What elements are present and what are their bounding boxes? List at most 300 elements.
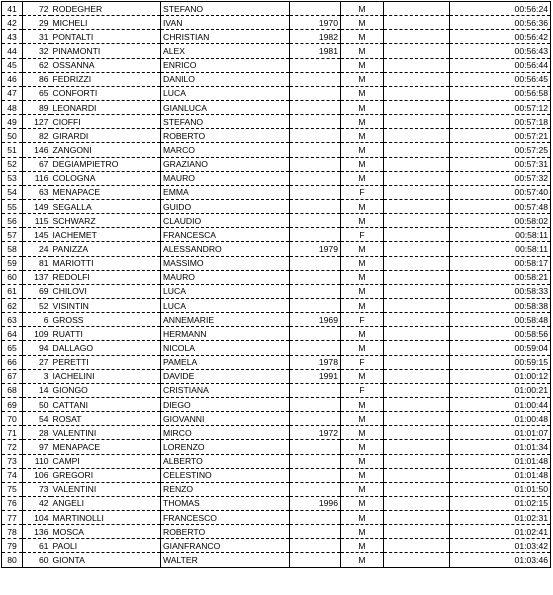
table-row bbox=[2, 199, 551, 213]
finish-time-cell: 01:00:48 bbox=[450, 412, 551, 426]
birth-year-cell bbox=[290, 298, 341, 312]
birth-year-cell bbox=[290, 72, 341, 86]
bib-number-cell: 62 bbox=[23, 58, 51, 72]
table-row bbox=[2, 2, 551, 16]
blank-cell bbox=[384, 143, 450, 157]
blank-cell bbox=[384, 157, 450, 171]
position-cell: 68 bbox=[2, 383, 23, 397]
sex-cell: M bbox=[341, 242, 384, 256]
blank-cell bbox=[384, 313, 450, 327]
surname-cell: GROSS bbox=[51, 313, 161, 327]
blank-cell bbox=[384, 16, 450, 30]
first-name-cell: DIEGO bbox=[161, 397, 290, 411]
birth-year-cell bbox=[290, 341, 341, 355]
first-name-cell: CHRISTIAN bbox=[161, 30, 290, 44]
bib-number-cell: 29 bbox=[23, 16, 51, 30]
table-row bbox=[2, 270, 551, 284]
finish-time-cell: 01:01:07 bbox=[450, 426, 551, 440]
blank-cell bbox=[384, 482, 450, 496]
blank-cell bbox=[384, 468, 450, 482]
surname-cell: IACHEMET bbox=[51, 228, 161, 242]
birth-year-cell bbox=[290, 511, 341, 525]
birth-year-cell bbox=[290, 468, 341, 482]
first-name-cell: MARCO bbox=[161, 143, 290, 157]
surname-cell: COLOGNA bbox=[51, 171, 161, 185]
table-row bbox=[2, 440, 551, 454]
birth-year-cell bbox=[290, 228, 341, 242]
bib-number-cell: 89 bbox=[23, 100, 51, 114]
sex-cell: M bbox=[341, 397, 384, 411]
finish-time-cell: 00:56:24 bbox=[450, 2, 551, 16]
position-cell: 53 bbox=[2, 171, 23, 185]
table-row bbox=[2, 482, 551, 496]
blank-cell bbox=[384, 185, 450, 199]
bib-number-cell: 146 bbox=[23, 143, 51, 157]
surname-cell: MARTINOLLI bbox=[51, 511, 161, 525]
finish-time-cell: 01:01:34 bbox=[450, 440, 551, 454]
blank-cell bbox=[384, 355, 450, 369]
finish-time-cell: 01:02:15 bbox=[450, 496, 551, 510]
bib-number-cell: 97 bbox=[23, 440, 51, 454]
position-cell: 70 bbox=[2, 412, 23, 426]
first-name-cell: ALESSANDRO bbox=[161, 242, 290, 256]
bib-number-cell: 50 bbox=[23, 397, 51, 411]
first-name-cell: NICOLA bbox=[161, 341, 290, 355]
finish-time-cell: 01:03:46 bbox=[450, 553, 551, 567]
surname-cell: ZANGONI bbox=[51, 143, 161, 157]
surname-cell: VALENTINI bbox=[51, 482, 161, 496]
birth-year-cell bbox=[290, 397, 341, 411]
surname-cell: ROSAT bbox=[51, 412, 161, 426]
position-cell: 67 bbox=[2, 369, 23, 383]
surname-cell: GIONGO bbox=[51, 383, 161, 397]
blank-cell bbox=[384, 426, 450, 440]
bib-number-cell: 149 bbox=[23, 199, 51, 213]
surname-cell: MICHELI bbox=[51, 16, 161, 30]
bib-number-cell: 31 bbox=[23, 30, 51, 44]
table-row bbox=[2, 100, 551, 114]
first-name-cell: LORENZO bbox=[161, 440, 290, 454]
bib-number-cell: 27 bbox=[23, 355, 51, 369]
blank-cell bbox=[384, 171, 450, 185]
bib-number-cell: 82 bbox=[23, 129, 51, 143]
position-cell: 41 bbox=[2, 2, 23, 16]
birth-year-cell bbox=[290, 115, 341, 129]
surname-cell: MARIOTTI bbox=[51, 256, 161, 270]
table-row bbox=[2, 30, 551, 44]
birth-year-cell: 1979 bbox=[290, 242, 341, 256]
finish-time-cell: 00:58:38 bbox=[450, 298, 551, 312]
table-row bbox=[2, 58, 551, 72]
position-cell: 50 bbox=[2, 129, 23, 143]
birth-year-cell: 1981 bbox=[290, 44, 341, 58]
finish-time-cell: 01:01:48 bbox=[450, 454, 551, 468]
table-row bbox=[2, 298, 551, 312]
surname-cell: PANIZZA bbox=[51, 242, 161, 256]
position-cell: 49 bbox=[2, 115, 23, 129]
table-row bbox=[2, 16, 551, 30]
first-name-cell: ROBERTO bbox=[161, 525, 290, 539]
table-row bbox=[2, 553, 551, 567]
bib-number-cell: 94 bbox=[23, 341, 51, 355]
surname-cell: DALLAGO bbox=[51, 341, 161, 355]
position-cell: 48 bbox=[2, 100, 23, 114]
sex-cell: M bbox=[341, 256, 384, 270]
blank-cell bbox=[384, 2, 450, 16]
first-name-cell: MAURO bbox=[161, 171, 290, 185]
table-row bbox=[2, 454, 551, 468]
finish-time-cell: 01:03:42 bbox=[450, 539, 551, 553]
first-name-cell: ROBERTO bbox=[161, 129, 290, 143]
finish-time-cell: 01:00:21 bbox=[450, 383, 551, 397]
sex-cell: M bbox=[341, 440, 384, 454]
position-cell: 60 bbox=[2, 270, 23, 284]
first-name-cell: DAVIDE bbox=[161, 369, 290, 383]
table-row bbox=[2, 115, 551, 129]
sex-cell: M bbox=[341, 482, 384, 496]
table-row bbox=[2, 313, 551, 327]
position-cell: 71 bbox=[2, 426, 23, 440]
bib-number-cell: 115 bbox=[23, 214, 51, 228]
surname-cell: PAOLI bbox=[51, 539, 161, 553]
surname-cell: SCHWARZ bbox=[51, 214, 161, 228]
position-cell: 75 bbox=[2, 482, 23, 496]
finish-time-cell: 01:01:48 bbox=[450, 468, 551, 482]
bib-number-cell: 42 bbox=[23, 496, 51, 510]
blank-cell bbox=[384, 525, 450, 539]
surname-cell: VALENTINI bbox=[51, 426, 161, 440]
finish-time-cell: 00:56:36 bbox=[450, 16, 551, 30]
position-cell: 78 bbox=[2, 525, 23, 539]
birth-year-cell: 1991 bbox=[290, 369, 341, 383]
sex-cell: M bbox=[341, 525, 384, 539]
position-cell: 63 bbox=[2, 313, 23, 327]
sex-cell: M bbox=[341, 16, 384, 30]
position-cell: 52 bbox=[2, 157, 23, 171]
birth-year-cell bbox=[290, 129, 341, 143]
finish-time-cell: 00:56:45 bbox=[450, 72, 551, 86]
bib-number-cell: 73 bbox=[23, 482, 51, 496]
finish-time-cell: 00:58:17 bbox=[450, 256, 551, 270]
surname-cell: GIRARDI bbox=[51, 129, 161, 143]
sex-cell: M bbox=[341, 327, 384, 341]
surname-cell: CHILOVI bbox=[51, 284, 161, 298]
blank-cell bbox=[384, 242, 450, 256]
bib-number-cell: 65 bbox=[23, 86, 51, 100]
blank-cell bbox=[384, 341, 450, 355]
bib-number-cell: 67 bbox=[23, 157, 51, 171]
sex-cell: M bbox=[341, 270, 384, 284]
first-name-cell: DANILO bbox=[161, 72, 290, 86]
surname-cell: CONFORTI bbox=[51, 86, 161, 100]
first-name-cell: ALBERTO bbox=[161, 454, 290, 468]
finish-time-cell: 00:59:04 bbox=[450, 341, 551, 355]
sex-cell: F bbox=[341, 383, 384, 397]
bib-number-cell: 137 bbox=[23, 270, 51, 284]
blank-cell bbox=[384, 539, 450, 553]
bib-number-cell: 32 bbox=[23, 44, 51, 58]
surname-cell: VISINTIN bbox=[51, 298, 161, 312]
birth-year-cell: 1972 bbox=[290, 426, 341, 440]
table-row bbox=[2, 355, 551, 369]
surname-cell: GIONTA bbox=[51, 553, 161, 567]
birth-year-cell bbox=[290, 100, 341, 114]
blank-cell bbox=[384, 327, 450, 341]
finish-time-cell: 00:57:31 bbox=[450, 157, 551, 171]
finish-time-cell: 00:58:21 bbox=[450, 270, 551, 284]
sex-cell: F bbox=[341, 228, 384, 242]
bib-number-cell: 72 bbox=[23, 2, 51, 16]
bib-number-cell: 6 bbox=[23, 313, 51, 327]
position-cell: 65 bbox=[2, 341, 23, 355]
position-cell: 44 bbox=[2, 44, 23, 58]
finish-time-cell: 00:57:40 bbox=[450, 185, 551, 199]
birth-year-cell: 1996 bbox=[290, 496, 341, 510]
first-name-cell: FRANCESCO bbox=[161, 511, 290, 525]
finish-time-cell: 00:57:32 bbox=[450, 171, 551, 185]
birth-year-cell bbox=[290, 171, 341, 185]
bib-number-cell: 81 bbox=[23, 256, 51, 270]
table-row bbox=[2, 86, 551, 100]
sex-cell: F bbox=[341, 185, 384, 199]
blank-cell bbox=[384, 199, 450, 213]
surname-cell: CAMPI bbox=[51, 454, 161, 468]
first-name-cell: GIOVANNI bbox=[161, 412, 290, 426]
first-name-cell: MIRCO bbox=[161, 426, 290, 440]
sex-cell: M bbox=[341, 468, 384, 482]
position-cell: 80 bbox=[2, 553, 23, 567]
surname-cell: CIOFFI bbox=[51, 115, 161, 129]
position-cell: 42 bbox=[2, 16, 23, 30]
sex-cell: M bbox=[341, 2, 384, 16]
table-row bbox=[2, 129, 551, 143]
position-cell: 56 bbox=[2, 214, 23, 228]
first-name-cell: HERMANN bbox=[161, 327, 290, 341]
surname-cell: PONTALTI bbox=[51, 30, 161, 44]
table-row bbox=[2, 143, 551, 157]
first-name-cell: CRISTIANA bbox=[161, 383, 290, 397]
bib-number-cell: 60 bbox=[23, 553, 51, 567]
finish-time-cell: 00:57:18 bbox=[450, 115, 551, 129]
finish-time-cell: 00:56:42 bbox=[450, 30, 551, 44]
sex-cell: M bbox=[341, 143, 384, 157]
surname-cell: PINAMONTI bbox=[51, 44, 161, 58]
birth-year-cell bbox=[290, 185, 341, 199]
birth-year-cell bbox=[290, 2, 341, 16]
surname-cell: OSSANNA bbox=[51, 58, 161, 72]
blank-cell bbox=[384, 270, 450, 284]
position-cell: 59 bbox=[2, 256, 23, 270]
first-name-cell: THOMAS bbox=[161, 496, 290, 510]
position-cell: 47 bbox=[2, 86, 23, 100]
surname-cell: RODEGHER bbox=[51, 2, 161, 16]
bib-number-cell: 106 bbox=[23, 468, 51, 482]
bib-number-cell: 3 bbox=[23, 369, 51, 383]
results-body bbox=[2, 2, 551, 568]
bib-number-cell: 86 bbox=[23, 72, 51, 86]
first-name-cell: STEFANO bbox=[161, 115, 290, 129]
blank-cell bbox=[384, 284, 450, 298]
finish-time-cell: 00:59:15 bbox=[450, 355, 551, 369]
birth-year-cell: 1970 bbox=[290, 16, 341, 30]
first-name-cell: GIANFRANCO bbox=[161, 539, 290, 553]
sex-cell: M bbox=[341, 214, 384, 228]
bib-number-cell: 145 bbox=[23, 228, 51, 242]
first-name-cell: MAURO bbox=[161, 270, 290, 284]
finish-time-cell: 00:56:43 bbox=[450, 44, 551, 58]
table-row bbox=[2, 284, 551, 298]
blank-cell bbox=[384, 228, 450, 242]
sex-cell: M bbox=[341, 454, 384, 468]
position-cell: 77 bbox=[2, 511, 23, 525]
bib-number-cell: 110 bbox=[23, 454, 51, 468]
blank-cell bbox=[384, 214, 450, 228]
surname-cell: PERETTI bbox=[51, 355, 161, 369]
sex-cell: M bbox=[341, 129, 384, 143]
position-cell: 62 bbox=[2, 298, 23, 312]
table-row bbox=[2, 214, 551, 228]
birth-year-cell bbox=[290, 284, 341, 298]
position-cell: 57 bbox=[2, 228, 23, 242]
birth-year-cell bbox=[290, 143, 341, 157]
birth-year-cell bbox=[290, 454, 341, 468]
first-name-cell: CELESTINO bbox=[161, 468, 290, 482]
table-row bbox=[2, 341, 551, 355]
blank-cell bbox=[384, 412, 450, 426]
finish-time-cell: 01:00:12 bbox=[450, 369, 551, 383]
table-row bbox=[2, 496, 551, 510]
table-row bbox=[2, 412, 551, 426]
blank-cell bbox=[384, 440, 450, 454]
birth-year-cell bbox=[290, 525, 341, 539]
position-cell: 46 bbox=[2, 72, 23, 86]
blank-cell bbox=[384, 383, 450, 397]
finish-time-cell: 00:58:56 bbox=[450, 327, 551, 341]
sex-cell: M bbox=[341, 553, 384, 567]
sex-cell: M bbox=[341, 298, 384, 312]
blank-cell bbox=[384, 129, 450, 143]
finish-time-cell: 00:57:21 bbox=[450, 129, 551, 143]
surname-cell: SEGALLA bbox=[51, 199, 161, 213]
blank-cell bbox=[384, 496, 450, 510]
sex-cell: M bbox=[341, 341, 384, 355]
finish-time-cell: 00:56:58 bbox=[450, 86, 551, 100]
bib-number-cell: 14 bbox=[23, 383, 51, 397]
first-name-cell: LUCA bbox=[161, 86, 290, 100]
position-cell: 58 bbox=[2, 242, 23, 256]
sex-cell: M bbox=[341, 412, 384, 426]
surname-cell: IACHELINI bbox=[51, 369, 161, 383]
table-row bbox=[2, 72, 551, 86]
position-cell: 51 bbox=[2, 143, 23, 157]
bib-number-cell: 61 bbox=[23, 539, 51, 553]
first-name-cell: ENRICO bbox=[161, 58, 290, 72]
sex-cell: M bbox=[341, 44, 384, 58]
blank-cell bbox=[384, 115, 450, 129]
surname-cell: MOSCA bbox=[51, 525, 161, 539]
birth-year-cell bbox=[290, 256, 341, 270]
birth-year-cell bbox=[290, 482, 341, 496]
first-name-cell: MASSIMO bbox=[161, 256, 290, 270]
position-cell: 55 bbox=[2, 199, 23, 213]
finish-time-cell: 01:00:44 bbox=[450, 397, 551, 411]
first-name-cell: WALTER bbox=[161, 553, 290, 567]
results-table bbox=[1, 1, 551, 568]
first-name-cell: RENZO bbox=[161, 482, 290, 496]
finish-time-cell: 00:58:48 bbox=[450, 313, 551, 327]
table-row bbox=[2, 256, 551, 270]
surname-cell: GREGORI bbox=[51, 468, 161, 482]
bib-number-cell: 104 bbox=[23, 511, 51, 525]
first-name-cell: GUIDO bbox=[161, 199, 290, 213]
sex-cell: M bbox=[341, 30, 384, 44]
first-name-cell: GRAZIANO bbox=[161, 157, 290, 171]
blank-cell bbox=[384, 86, 450, 100]
sex-cell: M bbox=[341, 171, 384, 185]
birth-year-cell bbox=[290, 553, 341, 567]
sex-cell: M bbox=[341, 86, 384, 100]
surname-cell: ANGELI bbox=[51, 496, 161, 510]
birth-year-cell: 1969 bbox=[290, 313, 341, 327]
sex-cell: M bbox=[341, 539, 384, 553]
bib-number-cell: 127 bbox=[23, 115, 51, 129]
bib-number-cell: 63 bbox=[23, 185, 51, 199]
birth-year-cell bbox=[290, 270, 341, 284]
position-cell: 45 bbox=[2, 58, 23, 72]
sex-cell: M bbox=[341, 369, 384, 383]
bib-number-cell: 136 bbox=[23, 525, 51, 539]
birth-year-cell bbox=[290, 86, 341, 100]
finish-time-cell: 01:02:31 bbox=[450, 511, 551, 525]
surname-cell: REDOLFI bbox=[51, 270, 161, 284]
finish-time-cell: 00:57:12 bbox=[450, 100, 551, 114]
first-name-cell: ALEX bbox=[161, 44, 290, 58]
sex-cell: F bbox=[341, 313, 384, 327]
blank-cell bbox=[384, 454, 450, 468]
bib-number-cell: 28 bbox=[23, 426, 51, 440]
first-name-cell: LUCA bbox=[161, 298, 290, 312]
first-name-cell: PAMELA bbox=[161, 355, 290, 369]
finish-time-cell: 00:58:11 bbox=[450, 228, 551, 242]
table-row bbox=[2, 525, 551, 539]
position-cell: 61 bbox=[2, 284, 23, 298]
surname-cell: MENAPACE bbox=[51, 440, 161, 454]
finish-time-cell: 00:57:25 bbox=[450, 143, 551, 157]
blank-cell bbox=[384, 369, 450, 383]
position-cell: 66 bbox=[2, 355, 23, 369]
surname-cell: CATTANI bbox=[51, 397, 161, 411]
finish-time-cell: 00:58:33 bbox=[450, 284, 551, 298]
position-cell: 76 bbox=[2, 496, 23, 510]
table-row bbox=[2, 426, 551, 440]
blank-cell bbox=[384, 553, 450, 567]
sex-cell: M bbox=[341, 115, 384, 129]
first-name-cell: FRANCESCA bbox=[161, 228, 290, 242]
birth-year-cell bbox=[290, 199, 341, 213]
finish-time-cell: 01:01:50 bbox=[450, 482, 551, 496]
bib-number-cell: 54 bbox=[23, 412, 51, 426]
table-row bbox=[2, 228, 551, 242]
birth-year-cell bbox=[290, 539, 341, 553]
position-cell: 64 bbox=[2, 327, 23, 341]
position-cell: 54 bbox=[2, 185, 23, 199]
first-name-cell: CLAUDIO bbox=[161, 214, 290, 228]
table-row bbox=[2, 369, 551, 383]
sex-cell: M bbox=[341, 157, 384, 171]
first-name-cell: STEFANO bbox=[161, 2, 290, 16]
sex-cell: M bbox=[341, 58, 384, 72]
first-name-cell: EMMA bbox=[161, 185, 290, 199]
